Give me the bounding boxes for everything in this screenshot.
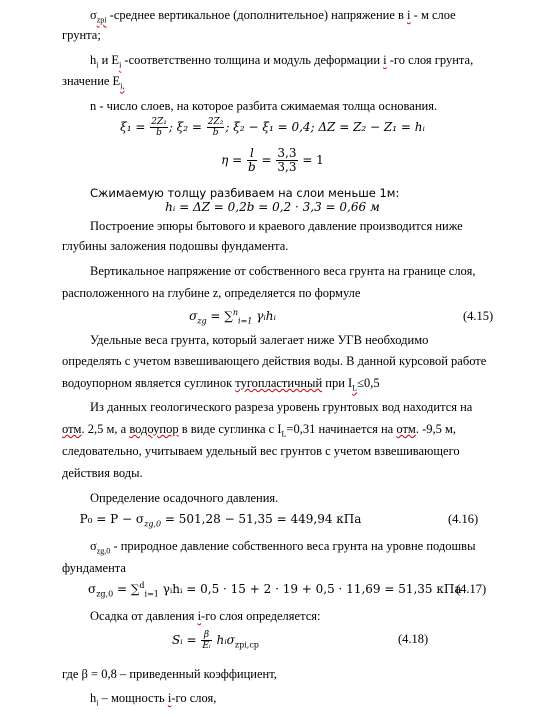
equation-eta: η = $\frac{l}{b}$ = $\frac{3,3}{3,3}$ = 1 bbox=[221, 146, 324, 174]
paragraph-line: значение $E_{i,}$ bbox=[62, 74, 125, 91]
equation-number: (4.15) bbox=[463, 309, 494, 323]
paragraph-line: глубины заложения подошвы фундамента. bbox=[62, 239, 289, 253]
equation-xi: ξ₁ = $\frac{\text{2Z₁}}{b}$ ; ξ₂ = $\frac{\text{2Z₂}}{b}$ ; ξ₂ − ξ₁ = 0,4; ΔZ = Z₂ − Z₁ = hᵢ bbox=[120, 117, 425, 138]
paragraph-line: $h_i$ – мощность i-го слоя, bbox=[90, 691, 217, 708]
equation-number: (4.16) bbox=[448, 512, 479, 526]
paragraph-sigma-zpi: $\sigma_{zpi}$ -среднее вертикальное (дополнительное) напряжение в i - м слое bbox=[90, 8, 456, 25]
paragraph-layers: Сжимаемую толщу разбиваем на слои меньше 1м: bbox=[90, 186, 400, 200]
paragraph-line: Построение эпюры бытового и краевого давление производится ниже bbox=[90, 219, 463, 233]
paragraph-line: Из данных геологического разреза уровень грунтовых вод находится на bbox=[90, 400, 473, 414]
paragraph-line: расположенного на глубине z, определяется по формуле bbox=[62, 286, 361, 300]
paragraph-line: Осадка от давления i-го слоя определяется: bbox=[90, 609, 321, 623]
paragraph-line: водоупорном является суглинок тугопластичный при $I_L\le 0,5$ bbox=[62, 376, 380, 393]
paragraph-line: где β = 0,8 – приведенный коэффициент, bbox=[62, 667, 277, 681]
paragraph-line: Вертикальное напряжение от собственного веса грунта на границе слоя, bbox=[90, 264, 476, 278]
equation-hi: hᵢ = ΔZ = 0,2b = 0,2 · 3,3 = 0,66 м bbox=[165, 200, 380, 214]
equation-sigma-zg0: $\sigma_{zg,0} = \sum^d_{i=1}$ γᵢhᵢ = 0,5 · 15 + 2 · 19 + 0,5 · 11,69 = 51,35 кПа bbox=[88, 581, 462, 599]
paragraph-line: действия воды. bbox=[62, 466, 143, 480]
equation-p0: $P_0 = P - \sigma_{zg,0} = 501,28 - 51,35 = 449,94$ кПа bbox=[79, 512, 362, 529]
equation-settlement: Sᵢ = $\frac{\beta}{\text{Eᵢ}}$ hᵢσ$_{zpi,cp}$ bbox=[172, 630, 259, 651]
paragraph-line: $\sigma_{zg,0}$ - природное давление собственного веса грунта на уровне подошвы bbox=[90, 539, 476, 556]
paragraph-line: определять с учетом взвешивающего действия воды. В данной курсовой работе bbox=[62, 354, 487, 368]
paragraph-line: грунта; bbox=[62, 28, 101, 42]
paragraph-line: следовательно, учитываем удельный вес грунтов с учетом взвешивающего bbox=[62, 444, 460, 458]
paragraph-n-layers: n - число слоев, на которое разбита сжимаемая толща основания. bbox=[90, 99, 438, 113]
paragraph-line: Определение осадочного давления. bbox=[90, 491, 279, 505]
equation-sigma-zg: $\sigma_{zg} = \sum^n_{i=1}$ γᵢhᵢ bbox=[189, 308, 276, 326]
paragraph-line: отм. 2,5 м, а водоупор в виде суглинка с $I_L=0,31$ начинается на отм. -9,5 м, bbox=[62, 422, 457, 439]
equation-number: (4.18) bbox=[398, 632, 429, 646]
paragraph-hi-ei: $h_i$ и $E_i$ -соответственно толщина и модуль деформации i -го слоя грунта, bbox=[90, 53, 474, 70]
equation-number: (4.17) bbox=[456, 582, 487, 596]
paragraph-line: Удельные веса грунта, который залегает ниже УГВ необходимо bbox=[90, 333, 429, 347]
paragraph-line: фундамента bbox=[62, 561, 126, 575]
